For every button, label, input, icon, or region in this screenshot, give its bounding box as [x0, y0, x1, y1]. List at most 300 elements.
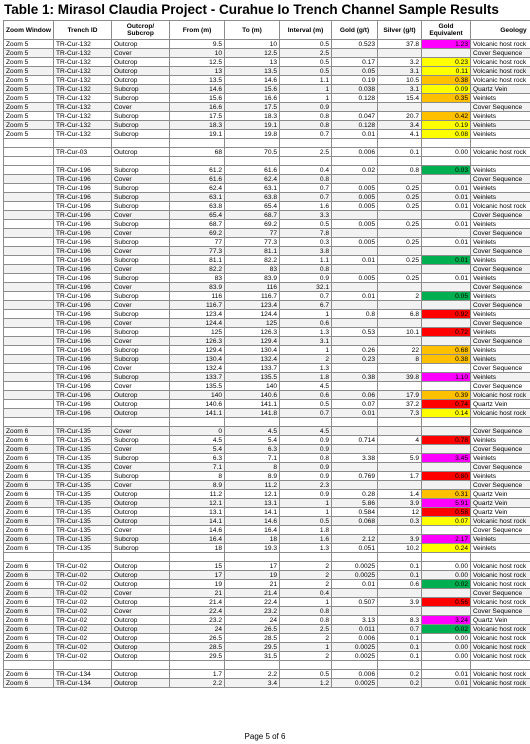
cell-trench-id: TR-Cur-196 — [54, 283, 112, 292]
cell-from: 83 — [170, 274, 225, 283]
cell-from: 15.6 — [170, 94, 225, 103]
spacer-cell — [112, 418, 170, 427]
spacer-cell — [378, 418, 422, 427]
cell-gold: 0.047 — [332, 112, 378, 121]
table-row — [4, 301, 530, 310]
cell-zoom-window — [4, 229, 54, 238]
cell-gold — [332, 265, 378, 274]
cell-trench-id: TR-Cur-196 — [54, 292, 112, 301]
cell-zoom-window — [4, 328, 54, 337]
cell-interval: 0.5 — [280, 400, 332, 409]
cell-gold-equivalent: 0.58 — [422, 508, 471, 517]
cell-zoom-window: Zoom 5 — [4, 94, 54, 103]
cell-geology: Volcanic host rock — [471, 391, 530, 400]
cell-interval: 1 — [280, 85, 332, 94]
cell-outcrop-subcrop: Subcrop — [112, 121, 170, 130]
cell-trench-id: TR-Cur-132 — [54, 49, 112, 58]
cell-interval: 0.3 — [280, 238, 332, 247]
cell-geology: Veinlets — [471, 472, 530, 481]
cell-geology: Cover Sequence — [471, 463, 530, 472]
cell-from: 29.5 — [170, 652, 225, 661]
cell-gold-equivalent: 0.03 — [422, 166, 471, 175]
cell-geology: Volcanic host rock — [471, 517, 530, 526]
cell-to: 19.1 — [225, 121, 280, 130]
cell-to: 14.6 — [225, 517, 280, 526]
cell-trench-id: TR-Cur-196 — [54, 193, 112, 202]
cell-outcrop-subcrop: Outcrop — [112, 391, 170, 400]
table-row — [4, 571, 530, 580]
cell-zoom-window: Zoom 6 — [4, 445, 54, 454]
cell-outcrop-subcrop: Subcrop — [112, 256, 170, 265]
cell-from: 68 — [170, 148, 225, 157]
table-row — [4, 472, 530, 481]
cell-interval: 4.5 — [280, 427, 332, 436]
cell-outcrop-subcrop: Subcrop — [112, 373, 170, 382]
cell-interval: 1.1 — [280, 256, 332, 265]
cell-silver: 0.7 — [378, 625, 422, 634]
cell-geology: Veinlets — [471, 454, 530, 463]
cell-trench-id: TR-Cur-196 — [54, 382, 112, 391]
spacer-cell — [471, 139, 530, 148]
cell-zoom-window: Zoom 6 — [4, 508, 54, 517]
cell-outcrop-subcrop: Subcrop — [112, 238, 170, 247]
cell-interval: 0.8 — [280, 454, 332, 463]
cell-interval: 0.9 — [280, 463, 332, 472]
header-silver: Silver (g/t) — [378, 21, 422, 40]
cell-trench-id: TR-Cur-196 — [54, 274, 112, 283]
cell-outcrop-subcrop: Cover — [112, 364, 170, 373]
cell-outcrop-subcrop: Subcrop — [112, 202, 170, 211]
cell-gold-equivalent: 0.80 — [422, 472, 471, 481]
cell-trench-id: TR-Cur-196 — [54, 265, 112, 274]
spacer-row — [4, 553, 530, 562]
cell-outcrop-subcrop: Outcrop — [112, 148, 170, 157]
cell-zoom-window — [4, 283, 54, 292]
cell-silver: 10.5 — [378, 76, 422, 85]
cell-interval: 4.5 — [280, 382, 332, 391]
cell-interval: 0.9 — [280, 472, 332, 481]
cell-gold-equivalent — [422, 49, 471, 58]
cell-to: 135.5 — [225, 373, 280, 382]
cell-gold: 2.12 — [332, 535, 378, 544]
cell-outcrop-subcrop: Subcrop — [112, 220, 170, 229]
cell-gold-equivalent: 0.23 — [422, 58, 471, 67]
cell-silver — [378, 382, 422, 391]
cell-to: 82.2 — [225, 256, 280, 265]
cell-to: 14.1 — [225, 508, 280, 517]
cell-to: 28.5 — [225, 634, 280, 643]
cell-zoom-window: Zoom 5 — [4, 85, 54, 94]
cell-gold-equivalent: 0.00 — [422, 148, 471, 157]
cell-interval: 2.3 — [280, 481, 332, 490]
spacer-cell — [332, 157, 378, 166]
cell-trench-id: TR-Cur-196 — [54, 211, 112, 220]
cell-zoom-window: Zoom 5 — [4, 112, 54, 121]
cell-trench-id: TR-Cur-196 — [54, 175, 112, 184]
table-row — [4, 445, 530, 454]
cell-from: 9.5 — [170, 40, 225, 49]
cell-silver: 3.1 — [378, 85, 422, 94]
cell-from: 13 — [170, 67, 225, 76]
cell-silver: 20.7 — [378, 112, 422, 121]
cell-trench-id: TR-Cur-02 — [54, 571, 112, 580]
cell-to: 13.1 — [225, 499, 280, 508]
cell-interval: 0.9 — [280, 103, 332, 112]
cell-geology: Quartz Vein — [471, 490, 530, 499]
cell-gold-equivalent: 0.42 — [422, 112, 471, 121]
cell-from: 24 — [170, 625, 225, 634]
table-row — [4, 481, 530, 490]
cell-outcrop-subcrop: Subcrop — [112, 184, 170, 193]
cell-gold-equivalent: 0.01 — [422, 274, 471, 283]
spacer-cell — [471, 553, 530, 562]
cell-trench-id: TR-Cur-196 — [54, 301, 112, 310]
spacer-cell — [471, 418, 530, 427]
cell-interval: 2 — [280, 355, 332, 364]
cell-gold: 0.128 — [332, 121, 378, 130]
cell-gold-equivalent — [422, 265, 471, 274]
cell-from: 13.5 — [170, 76, 225, 85]
table-row — [4, 562, 530, 571]
cell-from: 16.4 — [170, 535, 225, 544]
cell-interval: 6.7 — [280, 301, 332, 310]
cell-zoom-window: Zoom 5 — [4, 76, 54, 85]
cell-trench-id: TR-Cur-196 — [54, 400, 112, 409]
cell-geology: Cover Sequence — [471, 526, 530, 535]
cell-outcrop-subcrop: Subcrop — [112, 85, 170, 94]
cell-outcrop-subcrop: Outcrop — [112, 400, 170, 409]
cell-gold: 5.86 — [332, 499, 378, 508]
cell-geology: Volcanic host rock — [471, 40, 530, 49]
cell-zoom-window: Zoom 6 — [4, 634, 54, 643]
cell-to: 140 — [225, 382, 280, 391]
cell-to: 22.4 — [225, 598, 280, 607]
cell-to: 65.4 — [225, 202, 280, 211]
cell-outcrop-subcrop: Cover — [112, 211, 170, 220]
cell-gold: 0.005 — [332, 274, 378, 283]
cell-zoom-window: Zoom 5 — [4, 58, 54, 67]
cell-silver: 0.1 — [378, 562, 422, 571]
cell-gold: 0.006 — [332, 634, 378, 643]
table-row — [4, 211, 530, 220]
cell-gold: 3.38 — [332, 454, 378, 463]
table-row — [4, 337, 530, 346]
cell-gold-equivalent: 0.01 — [422, 670, 471, 679]
spacer-cell — [4, 553, 54, 562]
spacer-row — [4, 661, 530, 670]
cell-interval: 0.7 — [280, 130, 332, 139]
cell-from: 83.9 — [170, 283, 225, 292]
header-geology: Geology — [471, 21, 530, 40]
cell-gold-equivalent — [422, 337, 471, 346]
cell-outcrop-subcrop: Outcrop — [112, 508, 170, 517]
cell-from: 61.6 — [170, 175, 225, 184]
table-row — [4, 121, 530, 130]
cell-geology: Cover Sequence — [471, 364, 530, 373]
cell-outcrop-subcrop: Subcrop — [112, 472, 170, 481]
cell-gold-equivalent: 0.08 — [422, 130, 471, 139]
cell-interval: 0.7 — [280, 184, 332, 193]
cell-interval: 1 — [280, 598, 332, 607]
cell-to: 132.4 — [225, 355, 280, 364]
cell-geology: Cover Sequence — [471, 445, 530, 454]
cell-trench-id: TR-Cur-02 — [54, 652, 112, 661]
cell-outcrop-subcrop: Outcrop — [112, 562, 170, 571]
table-row — [4, 400, 530, 409]
cell-trench-id: TR-Cur-196 — [54, 166, 112, 175]
cell-outcrop-subcrop: Cover — [112, 229, 170, 238]
cell-gold: 0.523 — [332, 40, 378, 49]
cell-outcrop-subcrop: Subcrop — [112, 166, 170, 175]
table-row — [4, 76, 530, 85]
cell-silver: 4.1 — [378, 130, 422, 139]
cell-gold: 0.28 — [332, 490, 378, 499]
spacer-cell — [54, 553, 112, 562]
cell-gold: 0.01 — [332, 256, 378, 265]
table-row — [4, 427, 530, 436]
cell-to: 130.4 — [225, 346, 280, 355]
cell-gold — [332, 103, 378, 112]
cell-zoom-window: Zoom 6 — [4, 616, 54, 625]
table-row — [4, 220, 530, 229]
results-table — [3, 20, 530, 688]
cell-outcrop-subcrop: Subcrop — [112, 310, 170, 319]
cell-from: 8 — [170, 472, 225, 481]
cell-trench-id: TR-Cur-132 — [54, 40, 112, 49]
cell-from: 19.1 — [170, 130, 225, 139]
cell-outcrop-subcrop: Subcrop — [112, 292, 170, 301]
cell-to: 8 — [225, 463, 280, 472]
cell-geology: Veinlets — [471, 184, 530, 193]
cell-silver: 0.1 — [378, 634, 422, 643]
cell-interval: 0.7 — [280, 193, 332, 202]
cell-geology: Veinlets — [471, 535, 530, 544]
cell-outcrop-subcrop: Subcrop — [112, 112, 170, 121]
cell-silver: 6.8 — [378, 310, 422, 319]
cell-to: 17 — [225, 562, 280, 571]
cell-gold-equivalent: 3.45 — [422, 454, 471, 463]
cell-outcrop-subcrop: Cover — [112, 589, 170, 598]
cell-zoom-window — [4, 355, 54, 364]
cell-gold-equivalent: 0.01 — [422, 193, 471, 202]
cell-outcrop-subcrop: Outcrop — [112, 670, 170, 679]
cell-zoom-window: Zoom 6 — [4, 670, 54, 679]
cell-from: 10 — [170, 49, 225, 58]
cell-from: 7.1 — [170, 463, 225, 472]
cell-trench-id: TR-Cur-135 — [54, 526, 112, 535]
spacer-cell — [4, 418, 54, 427]
table-row — [4, 391, 530, 400]
cell-gold: 0.06 — [332, 391, 378, 400]
cell-trench-id: TR-Cur-135 — [54, 535, 112, 544]
cell-interval: 0.5 — [280, 517, 332, 526]
cell-to: 19.8 — [225, 130, 280, 139]
cell-trench-id: TR-Cur-135 — [54, 427, 112, 436]
cell-interval: 2 — [280, 652, 332, 661]
cell-geology: Veinlets — [471, 238, 530, 247]
spacer-cell — [4, 661, 54, 670]
cell-gold — [332, 49, 378, 58]
cell-silver: 0.25 — [378, 184, 422, 193]
cell-silver — [378, 427, 422, 436]
cell-interval: 0.8 — [280, 607, 332, 616]
spacer-cell — [280, 139, 332, 148]
cell-gold-equivalent — [422, 211, 471, 220]
cell-to: 2.2 — [225, 670, 280, 679]
spacer-cell — [332, 139, 378, 148]
cell-interval: 2.5 — [280, 625, 332, 634]
cell-gold: 0.006 — [332, 148, 378, 157]
cell-gold — [332, 526, 378, 535]
cell-zoom-window: Zoom 6 — [4, 607, 54, 616]
cell-from: 65.4 — [170, 211, 225, 220]
cell-trench-id: TR-Cur-196 — [54, 184, 112, 193]
table-row — [4, 670, 530, 679]
cell-silver: 0.1 — [378, 652, 422, 661]
table-row — [4, 409, 530, 418]
cell-trench-id: TR-Cur-196 — [54, 247, 112, 256]
cell-gold-equivalent: 2.17 — [422, 535, 471, 544]
cell-interval: 2 — [280, 571, 332, 580]
cell-trench-id: TR-Cur-196 — [54, 364, 112, 373]
cell-trench-id: TR-Cur-134 — [54, 679, 112, 688]
cell-outcrop-subcrop: Subcrop — [112, 454, 170, 463]
cell-gold: 0.507 — [332, 598, 378, 607]
cell-interval: 3.8 — [280, 247, 332, 256]
cell-gold — [332, 364, 378, 373]
cell-zoom-window — [4, 193, 54, 202]
cell-zoom-window — [4, 265, 54, 274]
cell-interval: 2 — [280, 562, 332, 571]
cell-interval: 1.3 — [280, 328, 332, 337]
table-row — [4, 589, 530, 598]
cell-gold: 0.769 — [332, 472, 378, 481]
cell-zoom-window: Zoom 6 — [4, 589, 54, 598]
cell-gold: 0.07 — [332, 400, 378, 409]
cell-outcrop-subcrop: Cover — [112, 103, 170, 112]
cell-silver: 15.4 — [378, 94, 422, 103]
cell-silver: 22 — [378, 346, 422, 355]
cell-gold-equivalent: 0.00 — [422, 634, 471, 643]
cell-silver: 3.9 — [378, 535, 422, 544]
table-row — [4, 247, 530, 256]
cell-gold: 0.17 — [332, 58, 378, 67]
cell-geology: Volcanic host rock — [471, 652, 530, 661]
cell-gold-equivalent: 0.00 — [422, 562, 471, 571]
cell-interval: 2.5 — [280, 148, 332, 157]
table-row — [4, 499, 530, 508]
cell-trench-id: TR-Cur-132 — [54, 130, 112, 139]
cell-interval: 0.6 — [280, 319, 332, 328]
cell-trench-id: TR-Cur-02 — [54, 589, 112, 598]
cell-silver: 1.7 — [378, 472, 422, 481]
table-row — [4, 193, 530, 202]
cell-zoom-window: Zoom 6 — [4, 463, 54, 472]
spacer-cell — [225, 418, 280, 427]
spacer-cell — [280, 157, 332, 166]
cell-interval: 1.3 — [280, 544, 332, 553]
cell-gold: 0.26 — [332, 346, 378, 355]
cell-silver — [378, 319, 422, 328]
spacer-cell — [378, 157, 422, 166]
cell-geology: Volcanic host rock — [471, 67, 530, 76]
cell-from: 140 — [170, 391, 225, 400]
cell-geology: Volcanic host rock — [471, 148, 530, 157]
cell-outcrop-subcrop: Outcrop — [112, 643, 170, 652]
cell-zoom-window: Zoom 6 — [4, 427, 54, 436]
cell-geology: Cover Sequence — [471, 427, 530, 436]
spacer-cell — [422, 553, 471, 562]
table-body — [4, 40, 530, 688]
cell-gold-equivalent — [422, 463, 471, 472]
spacer-cell — [54, 139, 112, 148]
cell-gold-equivalent: 0.72 — [422, 328, 471, 337]
cell-gold-equivalent: 0.14 — [422, 409, 471, 418]
cell-trench-id: TR-Cur-132 — [54, 112, 112, 121]
cell-gold: 0.05 — [332, 67, 378, 76]
cell-gold-equivalent: 0.31 — [422, 490, 471, 499]
table-row — [4, 229, 530, 238]
cell-geology: Volcanic host rock — [471, 679, 530, 688]
cell-gold-equivalent: 0.35 — [422, 94, 471, 103]
cell-to: 11.2 — [225, 481, 280, 490]
spacer-cell — [422, 661, 471, 670]
cell-silver: 0.1 — [378, 571, 422, 580]
spacer-cell — [332, 661, 378, 670]
cell-silver — [378, 229, 422, 238]
cell-outcrop-subcrop: Outcrop — [112, 40, 170, 49]
cell-from: 14.6 — [170, 85, 225, 94]
spacer-cell — [378, 661, 422, 670]
header-row — [4, 21, 530, 40]
cell-from: 129.4 — [170, 346, 225, 355]
cell-outcrop-subcrop: Outcrop — [112, 517, 170, 526]
table-row — [4, 94, 530, 103]
cell-zoom-window: Zoom 6 — [4, 490, 54, 499]
table-row — [4, 58, 530, 67]
cell-interval: 1 — [280, 508, 332, 517]
cell-to: 116 — [225, 283, 280, 292]
cell-geology: Veinlets — [471, 274, 530, 283]
cell-interval: 7.8 — [280, 229, 332, 238]
cell-trench-id: TR-Cur-196 — [54, 202, 112, 211]
header-trench-id: Trench ID — [54, 21, 112, 40]
cell-trench-id: TR-Cur-135 — [54, 445, 112, 454]
cell-geology: Cover Sequence — [471, 382, 530, 391]
cell-from: 22.4 — [170, 607, 225, 616]
cell-silver: 0.25 — [378, 193, 422, 202]
cell-to: 141.8 — [225, 409, 280, 418]
table-row — [4, 346, 530, 355]
cell-interval: 0.8 — [280, 616, 332, 625]
cell-trench-id: TR-Cur-132 — [54, 67, 112, 76]
cell-gold-equivalent: 0.68 — [422, 346, 471, 355]
cell-from: 11.2 — [170, 490, 225, 499]
cell-gold: 0.0025 — [332, 652, 378, 661]
cell-zoom-window — [4, 166, 54, 175]
cell-from: 69.2 — [170, 229, 225, 238]
cell-interval: 2 — [280, 634, 332, 643]
cell-gold-equivalent — [422, 247, 471, 256]
cell-trench-id: TR-Cur-196 — [54, 355, 112, 364]
cell-gold: 0.005 — [332, 220, 378, 229]
cell-interval: 1.8 — [280, 373, 332, 382]
cell-geology: Volcanic host rock — [471, 409, 530, 418]
cell-silver: 0.8 — [378, 166, 422, 175]
cell-interval: 1 — [280, 346, 332, 355]
table-row — [4, 643, 530, 652]
cell-gold-equivalent: 0.39 — [422, 391, 471, 400]
